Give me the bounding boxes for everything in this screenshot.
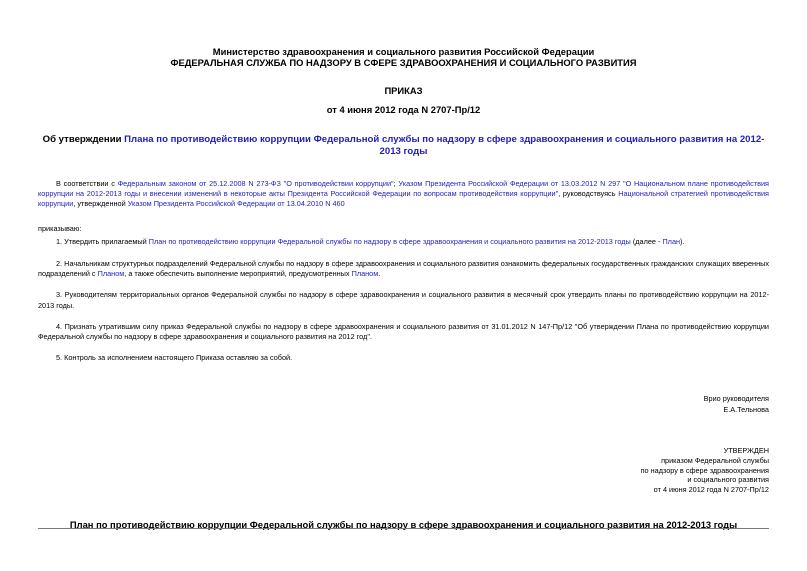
item-2-text-a: 2. Начальникам структурных подразделений Федеральной службы по надзору в сфере здравоохранения и социального развития ознакомить федеральных государственных гражданских служащих вверенных подразделений с xyxy=(38,259,769,279)
decree-460-link[interactable]: Указом Президента Российской Федерации от 13.04.2010 N 460 xyxy=(127,199,345,209)
intro-text-3: , руководствуясь xyxy=(558,189,619,199)
service-heading: ФЕДЕРАЛЬНАЯ СЛУЖБА ПО НАДЗОРУ В СФЕРЕ ЗДРАВООХРАНЕНИЯ И СОЦИАЛЬНОГО РАЗВИТИЯ xyxy=(170,57,637,68)
approved-line-2: по надзору в сфере здравоохранения xyxy=(640,465,769,475)
doc-title-link[interactable]: Плана по противодействию коррупции Федеральной службы по надзору в сфере здравоохранения и социального развития на 2012-2013 годы xyxy=(124,134,765,157)
ministry-heading: Министерство здравоохранения и социального развития Российской Федерации xyxy=(212,46,595,57)
approved-line-4: от 4 июня 2012 года N 2707-Пр/12 xyxy=(653,484,769,494)
signature-role: Врио руководителя xyxy=(703,394,769,404)
item-2-plan-link-2[interactable]: Планом xyxy=(351,269,379,279)
doc-date-number: от 4 июня 2012 года N 2707-Пр/12 xyxy=(326,104,481,115)
intro-paragraph xyxy=(38,179,769,210)
item-2-plan-link[interactable]: Планом xyxy=(97,269,125,279)
approved-block xyxy=(38,446,769,494)
prikazyvayu-text: приказываю: xyxy=(38,223,82,233)
doc-title-prefix: Об утверждении xyxy=(42,134,125,145)
item-5: 5. Контроль за исполнением настоящего Приказа оставляю за собой. xyxy=(56,353,293,363)
item-1 xyxy=(38,237,769,247)
item-1-text-b: (далее - xyxy=(630,236,663,246)
approved-line-3: и социального развития xyxy=(687,475,769,485)
item-2-text-c: . xyxy=(378,269,381,279)
national-strategy-link[interactable]: Национальной стратегией противодействия коррупции xyxy=(38,189,770,209)
decree-297-link[interactable]: Указом Президента Российской Федерации от 13.03.2012 N 297 "О Национальном плане противодействия коррупции на 2012-2013 годы и внесении изменений в некоторые акты Президента Российской Федерации по вопросам противодействия коррупции" xyxy=(38,179,769,199)
item-1-plan-link[interactable]: План по противодействию коррупции Федеральной службы по надзору в сфере здравоохранения и социального развития на 2012-2013 годы xyxy=(148,236,631,246)
item-1-plan-short-link[interactable]: План xyxy=(662,236,681,246)
item-4: 4. Признать утратившим силу приказ Федеральной службы по надзору в сфере здравоохранения и социального развития от 31.01.2012 N 147-Пр/12 "Об утверждении Плана по противодействию коррупции Федеральной службы по надзору в сфере здравоохранения и социального развития на 2012 год". xyxy=(38,321,769,342)
approved-line-1: приказом Федеральной службы xyxy=(661,456,769,466)
item-2 xyxy=(38,259,769,279)
intro-text-2: ; xyxy=(393,179,399,188)
item-3: 3. Руководителям территориальных органов Федеральной службы по надзору в сфере здравоохранения и социального развития в месячный срок утвердить планы по противодействию коррупции на 2012-2013 годы. xyxy=(38,290,769,310)
doc-title xyxy=(38,134,769,158)
bottom-divider xyxy=(38,528,769,529)
plan-title: План по противодействию коррупции Федеральной службы по надзору в сфере здравоохранения и социального развития на 2012-2013 годы xyxy=(69,519,738,531)
intro-text-4: , утвержденной xyxy=(73,199,128,209)
intro-text-1: В соответствии с xyxy=(56,179,118,188)
item-1-text-c: ). xyxy=(680,236,685,246)
approved-heading: УТВЕРЖДЕН xyxy=(723,446,769,456)
signature-block xyxy=(38,393,769,415)
doc-type-heading: ПРИКАЗ xyxy=(384,85,423,96)
item-1-text-a: 1. Утвердить прилагаемый xyxy=(56,236,149,246)
signature-name: Е.А.Тельнова xyxy=(723,405,769,415)
item-2-text-b: , а также обеспечить выполнение мероприятий, предусмотренных xyxy=(124,269,352,279)
federal-law-link[interactable]: Федеральным законом от 25.12.2008 N 273-ФЗ "О противодействии коррупции" xyxy=(117,179,394,188)
